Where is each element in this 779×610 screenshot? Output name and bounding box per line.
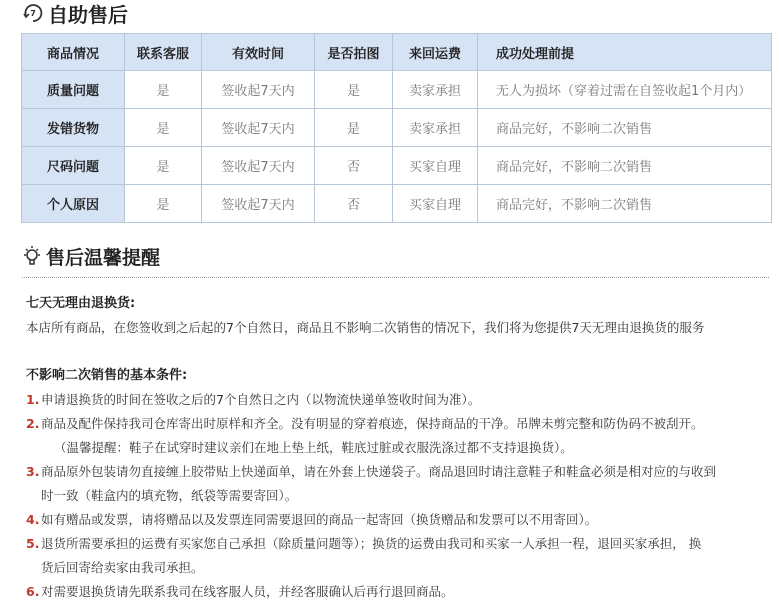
table-cell: 无人为损坏（穿着过需在自签收起1个月内）: [478, 71, 772, 109]
list-item: 2. 商品及配件保持我司仓库寄出时原样和齐全。没有明显的穿着痕迹，保持商品的干净。吊牌未剪完整和防伪码不被刮开。: [26, 416, 704, 431]
svg-text:7: 7: [30, 9, 36, 18]
table-cell: 是: [125, 109, 202, 147]
after-sales-table: [21, 33, 772, 223]
table-cell: 是: [125, 71, 202, 109]
table-cell: 否: [315, 147, 393, 185]
table-cell: 卖家承担: [393, 109, 478, 147]
table-cell: 商品完好，不影响二次销售: [478, 147, 772, 185]
list-item-continued: 时一致（鞋盒内的填充物，纸袋等需要寄回）。: [41, 488, 298, 503]
table-cell: 签收起7天内: [202, 147, 315, 185]
table-cell: 是: [125, 185, 202, 223]
table-cell: 买家自理: [393, 185, 478, 223]
col-header: 有效时间: [202, 34, 315, 71]
table-cell: 签收起7天内: [202, 185, 315, 223]
list-item: 6. 对需要退换货请先联系我司在线客服人员，并经客服确认后再行退回商品。: [26, 584, 454, 599]
table-row: [22, 109, 772, 147]
col-header: 商品情况: [22, 34, 125, 71]
table-row: [22, 147, 772, 185]
table-cell: 发错货物: [22, 109, 125, 147]
table-cell: 商品完好，不影响二次销售: [478, 109, 772, 147]
section-divider: [22, 277, 769, 278]
list-item-continued: 货后回寄给卖家由我司承担。: [41, 560, 204, 575]
list-item: 3. 商品原外包装请勿直接缠上胶带贴上快递面单，请在外套上快递袋子。商品退回时请注意鞋子和鞋盒必须是相对应的与收到: [26, 464, 717, 479]
col-header: 来回运费: [393, 34, 478, 71]
table-cell: 买家自理: [393, 147, 478, 185]
table-cell: 签收起7天内: [202, 71, 315, 109]
col-header: 成功处理前提: [478, 34, 772, 71]
conditions-heading: 不影响二次销售的基本条件:: [26, 368, 188, 383]
col-header: 是否拍图: [315, 34, 393, 71]
table-cell: 是: [315, 109, 393, 147]
table-header-row: [22, 34, 772, 71]
table-cell: 是: [315, 71, 393, 109]
table-cell: 尺码问题: [22, 147, 125, 185]
reminder-title: 售后温馨提醒: [22, 242, 160, 270]
after-sales-title: 7 自助售后: [22, 0, 128, 26]
lightbulb-icon: [22, 245, 42, 267]
table-cell: 卖家承担: [393, 71, 478, 109]
list-item: 4. 如有赠品或发票，请将赠品以及发票连同需要退回的商品一起寄回（换货赠品和发票可以不用寄回）。: [26, 512, 598, 527]
table-row: [22, 71, 772, 109]
table-cell: 个人原因: [22, 185, 125, 223]
seven-day-heading: 七天无理由退换货:: [26, 296, 136, 311]
table-cell: 质量问题: [22, 71, 125, 109]
list-item: 5. 退货所需要承担的运费有买家您自己承担（除质量问题等）；换货的运费由我司和买家一人承担一程，退回买家承担， 换: [26, 536, 702, 551]
seven-day-text: 本店所有商品，在您签收到之后起的7个自然日，商品且不影响二次销售的情况下，我们将为您提供7天无理由退换货的服务: [26, 320, 705, 335]
list-item-note: （温馨提醒：鞋子在试穿时建议亲们在地上垫上纸，鞋底过脏或衣服洗涤过都不支持退换货）。: [54, 440, 573, 455]
list-item: 1. 申请退换货的时间在签收之后的7个自然日之内（以物流快递单签收时间为准）。: [26, 392, 481, 407]
conditions-list: [26, 388, 771, 604]
table-row: [22, 185, 772, 223]
clock-arrow-icon: [22, 2, 44, 24]
table-cell: 是: [125, 147, 202, 185]
table-cell: 商品完好，不影响二次销售: [478, 185, 772, 223]
table-cell: 签收起7天内: [202, 109, 315, 147]
table-cell: 否: [315, 185, 393, 223]
col-header: 联系客服: [125, 34, 202, 71]
